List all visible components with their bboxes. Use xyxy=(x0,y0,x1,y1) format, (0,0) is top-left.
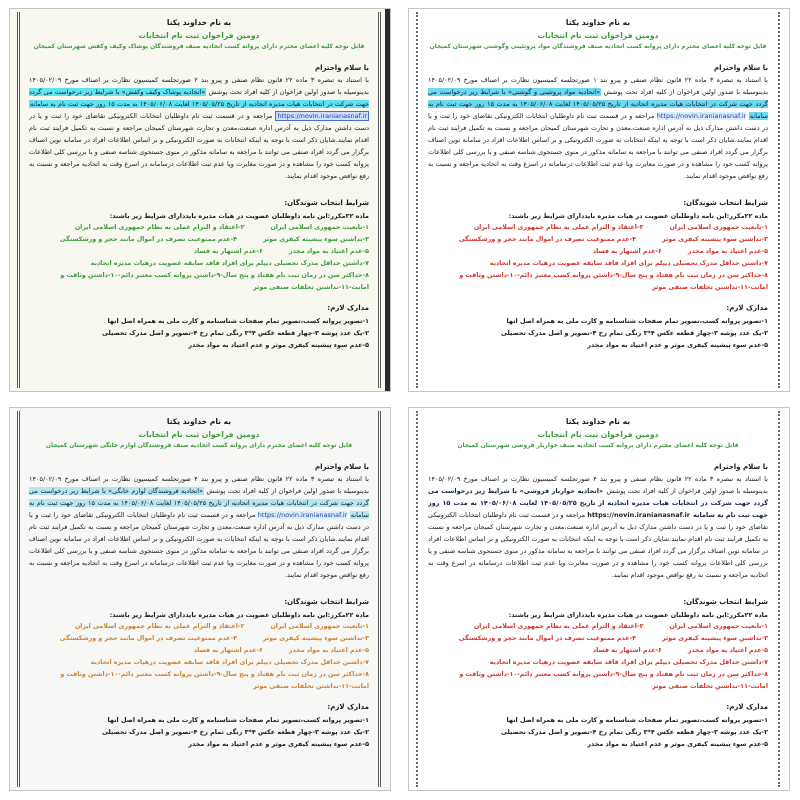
body-highlight: «اتحادیه فروشندگان لوازم خانگی» با شرایط زیر درخواست می گردد جهت شرکت در انتخابات هیات مدیره اتحادیه از تاریخ ۱۴۰۵/۰۵/۲۵ لغایت ۱۴۰۵/۰۶/۰۸ به مدت ۱۵ روز جهت ثبت نام به سامانه xyxy=(29,487,369,519)
condition-item: ۴-عدم ممنوعیت تصرف در اموال مانند حجر و ورشکستگی xyxy=(458,236,636,243)
document-item: ۱-تصویر پروانه کسب،تصویر تمام صفحات شناسنامه و کارت ملی به همراه اصل انها xyxy=(107,317,369,325)
condition-row xyxy=(428,222,768,234)
greeting: با سلام واحترام xyxy=(714,64,768,72)
notice-title: دومین فراخوان ثبت نام انتخابات xyxy=(537,31,659,40)
condition-row xyxy=(29,657,369,669)
condition-row xyxy=(428,645,768,657)
conditions-heading: شرایط انتخاب شوندگان: xyxy=(284,199,369,207)
condition-item: ۷-داشتن حداقل مدرک تحصیلی دیپلم برای افراد فاقد سابقه عضویت درهیات مدیره اتحادیه xyxy=(489,260,768,267)
condition-row xyxy=(29,246,369,258)
notice-body xyxy=(428,473,768,581)
condition-item: ۶-عدم اشتهار به فساد xyxy=(193,647,263,654)
notice-subtitle: قابل توجه کلیه اعضای محترم دارای پروانه کسب اتحادیه صنف فروشندگان لوازم خانگی شهرستان کمیجان xyxy=(45,443,353,449)
body-intro: با استناد به تبصره ۳ ماده ۲۲ قانون نظام صنفی و پیرو بند ۲ صورتجلسه کمیسیون نظارت بر اصناف مورخ ۱۴۰۵/۰۲/۰۹ بدینوسیله با صدور اولین فراخوان از کلیه افراد تحت پوشش xyxy=(29,76,369,96)
condition-row xyxy=(428,258,768,270)
condition-row xyxy=(428,270,768,294)
condition-item: ۲-اعتقاد و التزام عملی به نظام جمهوری اسلامی ایران xyxy=(74,623,245,630)
documents-heading: مدارک لازم: xyxy=(327,703,369,711)
greeting: با سلام واحترام xyxy=(315,463,369,471)
condition-item: ۵-عدم اعتیاد به مواد مخدر xyxy=(687,248,768,255)
notice-header: به نام خداوند یکتا xyxy=(166,18,232,27)
condition-item: ۱-تابعیت جمهوری اسلامی ایران xyxy=(270,623,369,630)
document-item: ۱-تصویر پروانه کسب،تصویر تمام صفحات شناسنامه و کارت ملی به همراه اصل انها xyxy=(506,716,768,724)
notice-panel xyxy=(9,407,391,791)
condition-item: ۷-داشتن حداقل مدرک تحصیلی دیپلم برای افراد فاقد سابقه عضویت درهیات مدیره اتحادیه xyxy=(90,260,369,267)
body-highlight: «اتحادیه خواربار فروشی» با شرایط زیر درخواست می گردد جهت شرکت در انتخابات هیات مدیره اتحادیه از تاریخ ۱۴۰۵/۰۵/۲۵ لغایت ۱۴۰۵/۰۶/۰۸ به مدت ۱۵ روز جهت ثبت نام به سامانه xyxy=(428,487,768,519)
condition-row xyxy=(428,657,768,669)
registration-link[interactable]: https://novin.iranianasnaf.ir xyxy=(656,112,747,120)
body-rest: مراجعه و در قسمت ثبت نام داوطلبان انتخابات الکترونیکی تقاضای خود را ثبت و یا در دست داشتن مدارک ذیل به آدرس اداره صنعت،معدن و تجارت شهرستان کمیجان مراجعه و نسبت به تکمیل فرایند ثبت نام اقدام نمایند.شایان ذکر است با توجه به اینکه انتخابات به صورت الکترونیکی و بر اساس اطلاعات افراد در سامانه نوین اصناف برگزار می گردد افراد صنفی می توانند با مراجعه به سامانه مذکور در منوی جستجوی شناسه صنفی و یا بررسی کلی اطلاعات پروانه کسب خود را مشاهده و در صورت مغایرت ویا عدم ثبت اطلاعات درسامانه در اسرع وقت به اتحادیه مراجعه و نسبت به رفع نواقص موجود اقدام نمایند. xyxy=(29,511,369,579)
notice-header: به نام خداوند یکتا xyxy=(565,18,631,27)
notice-subtitle: قابل توجه کلیه اعضای محترم دارای پروانه کسب اتحادیه صنف فروشندگان پوشاک وکیف وکفش شهرستان کمیجان xyxy=(33,44,365,50)
notice-title: دومین فراخوان ثبت نام انتخابات xyxy=(537,430,659,439)
document-item: ۲-یک عدد پوشه ۳-چهار قطعه عکس ۴*۳ رنگی تمام رخ ۴-تصویر و اصل مدرک تحصیلی xyxy=(500,329,768,337)
condition-item: ۵-عدم اعتیاد به مواد مخدر xyxy=(687,647,768,654)
condition-row xyxy=(29,633,369,645)
registration-link[interactable]: https://novin.iranianasnaf.ir xyxy=(587,511,690,519)
conditions-intro: ماده ۲۲مکرر:این نامه داوطلبان عضویت در هیات مدیره بایددارای شرایط زیر باشند: xyxy=(508,611,768,619)
conditions-list xyxy=(428,621,768,693)
condition-row xyxy=(428,234,768,246)
notice-panel xyxy=(9,8,391,392)
condition-item: ۵-عدم اعتیاد به مواد مخدر xyxy=(288,248,369,255)
condition-row xyxy=(29,270,369,294)
condition-item: ۴-عدم ممنوعیت تصرف در اموال مانند حجر و ورشکستگی xyxy=(458,635,636,642)
notice-header: به نام خداوند یکتا xyxy=(166,417,232,426)
condition-row xyxy=(29,645,369,657)
condition-item: ۴-عدم ممنوعیت تصرف در اموال مانند حجر و ورشکستگی xyxy=(59,236,237,243)
condition-item: ۳-نداشتن سوء پیشینه کیفری موثر xyxy=(661,635,768,642)
condition-item: ۶-عدم اشتهار به فساد xyxy=(592,248,662,255)
condition-row xyxy=(428,669,768,693)
notice-panel xyxy=(408,407,790,791)
condition-item: ۲-اعتقاد و التزام عملی به نظام جمهوری اسلامی ایران xyxy=(473,623,644,630)
notice-content xyxy=(428,16,768,388)
conditions-list xyxy=(29,621,369,693)
condition-item: ۱-تابعیت جمهوری اسلامی ایران xyxy=(270,224,369,231)
condition-row xyxy=(428,246,768,258)
condition-row xyxy=(29,222,369,234)
body-intro: با استناد به تبصره ۳ ماده ۲۲ قانون نظام صنفی و پیرو بند ۴ صورتجلسه کمیسیون نظارت بر اصناف مورخ ۱۴۰۵/۰۲/۰۹ بدینوسیله با صدور اولین فراخوان از کلیه افراد تحت پوشش xyxy=(29,475,369,495)
notice-content xyxy=(29,415,369,787)
conditions-intro: ماده ۲۲مکرر:این نامه داوطلبان عضویت در هیات مدیره بایددارای شرایط زیر باشند: xyxy=(109,212,369,220)
condition-item: ۳-نداشتن سوء پیشینه کیفری موثر xyxy=(262,236,369,243)
notice-body xyxy=(29,473,369,581)
condition-item: ۴-عدم ممنوعیت تصرف در اموال مانند حجر و ورشکستگی xyxy=(59,635,237,642)
condition-row xyxy=(29,234,369,246)
greeting: با سلام واحترام xyxy=(315,64,369,72)
condition-item: ۱-تابعیت جمهوری اسلامی ایران xyxy=(669,224,768,231)
condition-item: ۲-اعتقاد و التزام عملی به نظام جمهوری اسلامی ایران xyxy=(473,224,644,231)
condition-item: ۷-داشتن حداقل مدرک تحصیلی دیپلم برای افراد فاقد سابقه عضویت درهیات مدیره اتحادیه xyxy=(489,659,768,666)
documents-heading: مدارک لازم: xyxy=(726,703,768,711)
documents-list xyxy=(29,315,369,351)
conditions-list xyxy=(428,222,768,294)
condition-item: ۷-داشتن حداقل مدرک تحصیلی دیپلم برای افراد فاقد سابقه عضویت درهیات مدیره اتحادیه xyxy=(90,659,369,666)
condition-item: ۸-حداکثر سن در زمان ثبت نام هفتاد و پنج سال-۹-داشتن پروانه کسب معتبر دائم-۱۰-داشتن وثاقت و امانت-۱۱-نداشتن تخلفات صنفی موثر xyxy=(459,671,768,690)
notice-content xyxy=(428,415,768,787)
document-item: ۵-عدم سوء پیشینه کیفری موثر و عدم اعتیاد به مواد مخدر xyxy=(188,740,369,748)
notice-subtitle: قابل توجه کلیه اعضای محترم دارای پروانه کسب اتحادیه صنف فروشندگان مواد پروتئینی وگوشتی شهرستان کمیجان xyxy=(429,44,767,50)
document-item: ۵-عدم سوء پیشینه کیفری موثر و عدم اعتیاد به مواد مخدر xyxy=(587,740,768,748)
conditions-heading: شرایط انتخاب شوندگان: xyxy=(683,598,768,606)
body-rest: مراجعه و در قسمت ثبت نام داوطلبان انتخابات الکترونیکی تقاضای خود را ثبت و یا در دست داشتن مدارک ذیل به آدرس اداره صنعت،معدن و تجارت شهرستان کمیجان مراجعه و نسبت به تکمیل فرایند ثبت نام اقدام نمایند.شایان ذکر است با توجه به اینکه انتخابات به صورت الکترونیکی و بر اساس اطلاعات افراد در سامانه نوین اصناف برگزار می گردد افراد صنفی می توانند با مراجعه به سامانه مذکور در منوی جستجوی شناسه صنفی و یا بررسی کلی اطلاعات پروانه کسب خود را مشاهده و در صورت مغایرت ویا عدم ثبت اطلاعات درسامانه در اسرع وقت به اتحادیه مراجعه و نسبت به رفع نواقص موجود اقدام نمایند. xyxy=(428,112,768,180)
registration-link[interactable]: https://novin.iranianasnaf.ir xyxy=(257,511,348,519)
condition-item: ۶-عدم اشتهار به فساد xyxy=(592,647,662,654)
body-rest: مراجعه و در قسمت ثبت نام داوطلبان انتخابات الکترونیکی تقاضای خود را ثبت و یا در دست داشتن مدارک ذیل به آدرس اداره صنعت،معدن و تجارت شهرستان کمیجان مراجعه و نسبت به تکمیل فرایند ثبت نام اقدام نمایند.شایان ذکر است با توجه به اینکه انتخابات به صورت الکترونیکی و بر اساس اطلاعات افراد در سامانه نوین اصناف برگزار می گردد افراد صنفی می توانند با مراجعه به سامانه مذکور در منوی جستجوی شناسه صنفی و یا بررسی کلی اطلاعات پروانه کسب خود را مشاهده و در صورت مغایرت ویا عدم ثبت اطلاعات درسامانه در اسرع وقت به اتحادیه مراجعه و نسبت به رفع نواقص موجود اقدام نمایند. xyxy=(428,511,768,579)
document-item: ۱-تصویر پروانه کسب،تصویر تمام صفحات شناسنامه و کارت ملی به همراه اصل انها xyxy=(506,317,768,325)
condition-item: ۸-حداکثر سن در زمان ثبت نام هفتاد و پنج سال-۹-داشتن پروانه کسب معتبر دائم-۱۰-داشتن وثاقت و امانت-۱۱-نداشتن تخلفات صنفی موثر xyxy=(60,671,369,690)
conditions-heading: شرایط انتخاب شوندگان: xyxy=(683,199,768,207)
notice-title: دومین فراخوان ثبت نام انتخابات xyxy=(138,31,260,40)
condition-row xyxy=(29,621,369,633)
condition-item: ۵-عدم اعتیاد به مواد مخدر xyxy=(288,647,369,654)
conditions-heading: شرایط انتخاب شوندگان: xyxy=(284,598,369,606)
condition-item: ۸-حداکثر سن در زمان ثبت نام هفتاد و پنج سال-۹-داشتن پروانه کسب معتبر دائم-۱۰-داشتن وثاقت و امانت-۱۱-نداشتن تخلفات صنفی موثر xyxy=(60,272,369,291)
body-intro: با استناد به تبصره ۳ ماده ۲۲ قانون نظام صنفی و پیرو بند ۱ صورتجلسه کمیسیون نظارت بر اصناف مورخ ۱۴۰۵/۰۲/۰۹ بدینوسیله با صدور اولین فراخوان از کلیه افراد تحت پوشش xyxy=(428,76,768,96)
body-intro: با استناد به تبصره ۳ ماده ۲۲ قانون نظام صنفی و پیرو بند ۴ صورتجلسه کمیسیون نظارت بر اصناف مورخ ۱۴۰۵/۰۲/۰۹ بدینوسیله با صدور اولین فراخوان از کلیه افراد تحت پوشش xyxy=(428,475,768,495)
condition-item: ۱-تابعیت جمهوری اسلامی ایران xyxy=(669,623,768,630)
conditions-intro: ماده ۲۲مکرر:این نامه داوطلبان عضویت در هیات مدیره بایددارای شرایط زیر باشند: xyxy=(508,212,768,220)
notice-panel xyxy=(408,8,790,392)
condition-row xyxy=(29,258,369,270)
body-highlight: «اتحادیه پوشاک وکیف وکفش» با شرایط زیر درخواست می گردد جهت شرکت در انتخابات هیات مدیره اتحادیه از تاریخ ۱۴۰۵/۰۵/۲۵ لغایت ۱۴۰۵/۰۶/۰۸ به مدت ۱۵ روز جهت ثبت نام به سامانه xyxy=(29,88,369,108)
condition-item: ۸-حداکثر سن در زمان ثبت نام هفتاد و پنج سال-۹-داشتن پروانه کسب معتبر دائم-۱۰-داشتن وثاقت و امانت-۱۱-نداشتن تخلفات صنفی موثر xyxy=(459,272,768,291)
notice-title: دومین فراخوان ثبت نام انتخابات xyxy=(138,430,260,439)
notice-body xyxy=(29,74,369,182)
document-item: ۲-یک عدد پوشه ۳-چهار قطعه عکس ۴*۳ رنگی تمام رخ ۴-تصویر و اصل مدرک تحصیلی xyxy=(500,728,768,736)
notice-body xyxy=(428,74,768,182)
document-item: ۱-تصویر پروانه کسب،تصویر تمام صفحات شناسنامه و کارت ملی به همراه اصل انها xyxy=(107,716,369,724)
notice-header: به نام خداوند یکتا xyxy=(565,417,631,426)
condition-row xyxy=(428,621,768,633)
documents-list xyxy=(428,315,768,351)
document-item: ۵-عدم سوء پیشینه کیفری موثر و عدم اعتیاد به مواد مخدر xyxy=(587,341,768,349)
condition-row xyxy=(29,669,369,693)
conditions-list xyxy=(29,222,369,294)
condition-item: ۳-نداشتن سوء پیشینه کیفری موثر xyxy=(262,635,369,642)
notice-subtitle: قابل توجه کلیه اعضای محترم دارای پروانه کسب اتحادیه صنف خواربار فروشی شهرستان کمیجان xyxy=(457,443,739,449)
condition-item: ۲-اعتقاد و التزام عملی به نظام جمهوری اسلامی ایران xyxy=(74,224,245,231)
documents-heading: مدارک لازم: xyxy=(726,304,768,312)
document-item: ۲-یک عدد پوشه ۳-چهار قطعه عکس ۴*۳ رنگی تمام رخ ۴-تصویر و اصل مدرک تحصیلی xyxy=(101,728,369,736)
registration-link[interactable]: https://novin.iranianasnaf.ir xyxy=(277,112,367,120)
body-rest: مراجعه و در قسمت ثبت نام داوطلبان انتخابات الکترونیکی تقاضای خود را ثبت و یا در دست داشتن مدارک ذیل به آدرس اداره صنعت،معدن و تجارت شهرستان کمیجان مراجعه و نسبت به تکمیل فرایند ثبت نام اقدام نمایند.شایان ذکر است با توجه به اینکه انتخابات به صورت الکترونیکی و بر اساس اطلاعات افراد در سامانه نوین اصناف برگزار می گردد افراد صنفی می توانند با مراجعه به سامانه مذکور در منوی جستجوی شناسه صنفی و یا بررسی کلی اطلاعات پروانه کسب خود را مشاهده و در صورت مغایرت ویا عدم ثبت اطلاعات درسامانه در اسرع وقت به اتحادیه مراجعه و نسبت به رفع نواقص موجود اقدام نمایند. xyxy=(29,112,369,180)
body-highlight: «اتحادیه مواد پروتئینی و گوشتی» با شرایط زیر درخواست می گردد جهت شرکت در انتخابات هیات مدیره اتحادیه از تاریخ ۱۴۰۵/۰۵/۲۵ لغایت ۱۴۰۵/۰۶/۰۸ به مدت ۱۵ روز جهت ثبت نام به سامانه xyxy=(428,88,768,120)
greeting: با سلام واحترام xyxy=(714,463,768,471)
document-item: ۲-یک عدد پوشه ۳-چهار قطعه عکس ۴*۳ رنگی تمام رخ ۴-تصویر و اصل مدرک تحصیلی xyxy=(101,329,369,337)
notice-content xyxy=(29,16,369,388)
condition-row xyxy=(428,633,768,645)
documents-list xyxy=(428,714,768,750)
documents-heading: مدارک لازم: xyxy=(327,304,369,312)
condition-item: ۳-نداشتن سوء پیشینه کیفری موثر xyxy=(661,236,768,243)
conditions-intro: ماده ۲۲مکرر:این نامه داوطلبان عضویت در هیات مدیره بایددارای شرایط زیر باشند: xyxy=(109,611,369,619)
document-item: ۵-عدم سوء پیشینه کیفری موثر و عدم اعتیاد به مواد مخدر xyxy=(188,341,369,349)
documents-list xyxy=(29,714,369,750)
condition-item: ۶-عدم اشتهار به فساد xyxy=(193,248,263,255)
